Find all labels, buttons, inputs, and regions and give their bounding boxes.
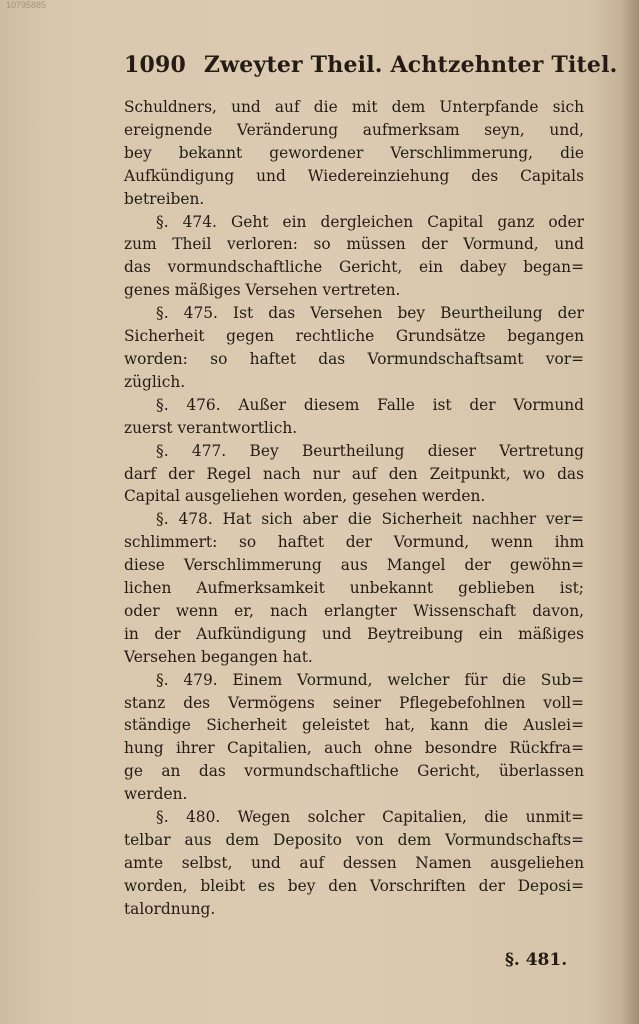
text-line: telbar aus dem Deposito von dem Vormundschafts= (124, 831, 584, 849)
text-line: Aufkündigung und Wiedereinziehung des Capitals (124, 166, 584, 185)
text-line: das vormundschaftliche Gericht, ein dabey began= (124, 258, 584, 277)
library-stamp: 10795885 (6, 0, 47, 10)
text-line: worden: so haftet das Vormundschaftsamt vor= (124, 349, 584, 368)
text-line: hung ihrer Capitalien, auch ohne besondre Rückfra= (124, 739, 584, 758)
text-line: Versehen begangen hat. (124, 647, 313, 666)
page-number: 1090 (124, 52, 187, 78)
text-line: §. 479. Einem Vormund, welcher für die Sub= (156, 670, 584, 689)
text-line: worden, bleibt es bey den Vorschriften der Deposi= (124, 876, 584, 895)
text-line: §. 475. Ist das Versehen bey Beurtheilung der (156, 304, 584, 323)
page-edge-shadow (621, 0, 639, 1024)
text-line: stanz des Vermögens seiner Pflegebefohlnen voll= (124, 693, 584, 712)
text-line: darf der Regel nach nur auf den Zeitpunkt, wo das (124, 464, 584, 483)
text-line: ständige Sicherheit geleistet hat, kann die Auslei= (124, 716, 584, 735)
running-header (124, 52, 618, 78)
text-line: betreiben. (124, 189, 205, 208)
text-line: zuerst verantwortlich. (124, 418, 298, 437)
text-line: oder wenn er, nach erlangter Wissenschaft davon, (124, 601, 584, 620)
text-line: ereignende Veränderung aufmerksam seyn, und, (124, 120, 584, 139)
catchword: §. 481. (505, 950, 568, 970)
text-line: ge an das vormundschaftliche Gericht, überlassen (124, 762, 584, 781)
text-line: züglich. (124, 372, 186, 391)
text-line: §. 474. Geht ein dergleichen Capital ganz oder (156, 212, 584, 231)
text-line: §. 477. Bey Beurtheilung dieser Vertretung (156, 441, 584, 460)
text-line: in der Aufkündigung und Beytreibung ein mäßiges (124, 624, 584, 643)
text-line: §. 480. Wegen solcher Capitalien, die unmit= (156, 808, 584, 827)
text-line: Capital ausgeliehen worden, gesehen werden. (124, 487, 486, 506)
text-line: Sicherheit gegen rechtliche Grundsätze begangen (124, 327, 584, 346)
body-text (124, 96, 584, 921)
text-line: werden. (124, 785, 188, 804)
text-line: Schuldners, und auf die mit dem Unterpfande sich (124, 98, 584, 116)
running-title: Zweyter Theil. Achtzehnter Titel. (203, 52, 618, 78)
text-line: zum Theil verloren: so müssen der Vormund, und (124, 235, 584, 254)
text-line: genes mäßiges Versehen vertreten. (124, 281, 401, 300)
text-line: schlimmert: so haftet der Vormund, wenn ihm (124, 533, 584, 552)
text-line: amte selbst, und auf dessen Namen ausgeliehen (124, 853, 584, 872)
text-line: §. 478. Hat sich aber die Sicherheit nachher ver= (156, 510, 584, 529)
text-line: diese Verschlimmerung aus Mangel der gewöhn= (124, 556, 584, 575)
text-line: bey bekannt gewordener Verschlimmerung, die (124, 143, 584, 162)
text-line: lichen Aufmerksamkeit unbekannt geblieben ist; (124, 579, 584, 598)
text-line: talordnung. (124, 899, 216, 918)
text-line: §. 476. Außer diesem Falle ist der Vormund (156, 395, 584, 414)
